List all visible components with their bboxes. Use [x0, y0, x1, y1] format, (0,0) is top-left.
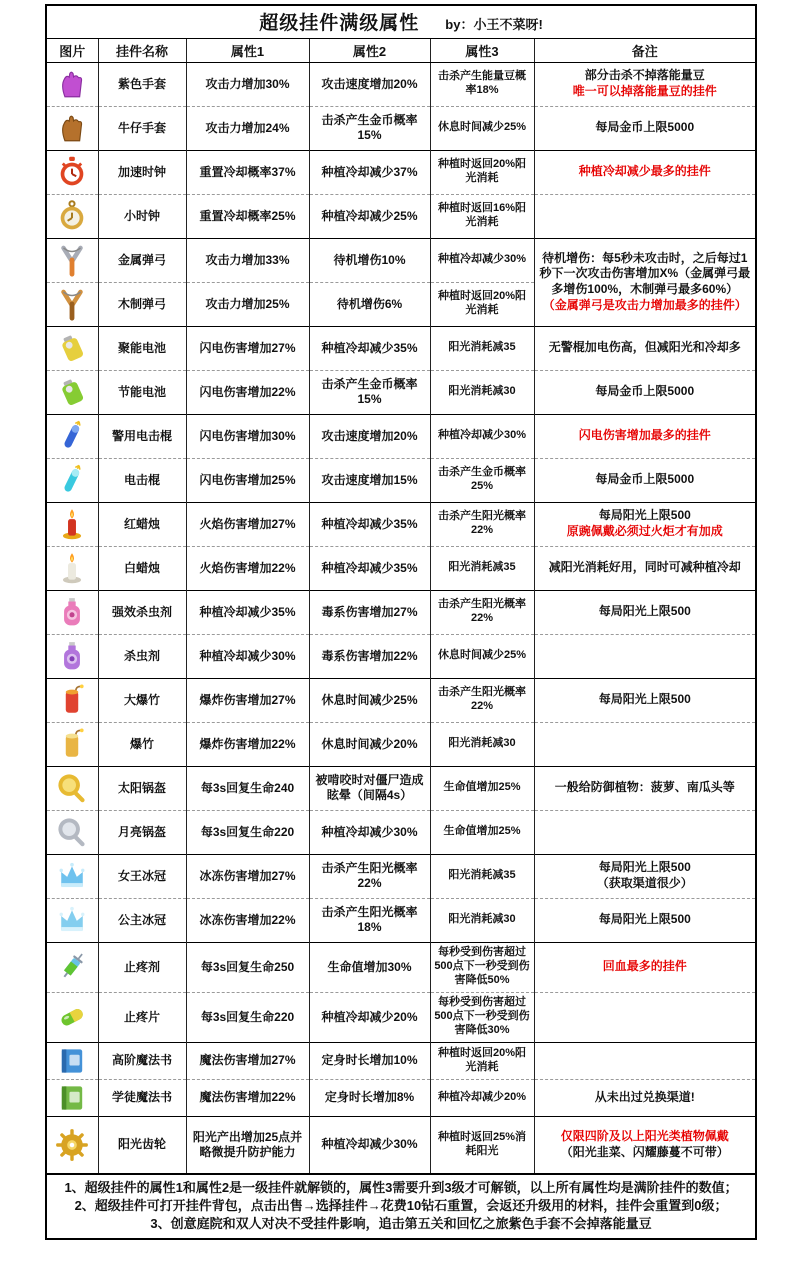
pendant-name: 聚能电池	[98, 326, 186, 370]
pendant-name: 大爆竹	[98, 678, 186, 722]
pendant-row	[46, 546, 756, 590]
glove-icon	[48, 67, 97, 101]
author-byline: by：小王不菜呀!	[445, 17, 543, 33]
pendant-row	[46, 150, 756, 194]
attr1-value: 攻击力增加25%	[186, 282, 309, 326]
remark-cell	[534, 992, 756, 1042]
pendant-name: 学徒魔法书	[98, 1079, 186, 1116]
attr2-value: 种植冷却减少35%	[309, 546, 430, 590]
remark-text: 每局阳光上限500	[598, 912, 691, 927]
footnotes-row	[46, 1174, 756, 1239]
remark-cell	[534, 810, 756, 854]
remark-text: 每局阳光上限500	[598, 604, 691, 619]
column-header-image: 图片	[46, 38, 98, 62]
attr2-value: 击杀产生金币概率15%	[309, 370, 430, 414]
attr3-value: 击杀产生阳光概率22%	[430, 502, 534, 546]
candle-icon	[48, 507, 97, 541]
book-icon	[48, 1081, 97, 1115]
remark-highlight-text: 仅限四阶及以上阳光类植物佩戴	[560, 1129, 729, 1144]
pan-icon	[48, 815, 97, 849]
remark-text: 每局阳光上限500	[598, 508, 691, 523]
attr1-value: 种植冷却减少35%	[186, 590, 309, 634]
pan-icon	[48, 771, 97, 805]
remark-cell	[534, 194, 756, 238]
pendant-row	[46, 326, 756, 370]
pendant-image-cell	[46, 458, 98, 502]
remark-highlight-text: 闪电伤害增加最多的挂件	[578, 428, 711, 443]
pendant-row	[46, 854, 756, 898]
pendant-row	[46, 942, 756, 992]
attr3-value: 休息时间减少25%	[430, 634, 534, 678]
attr3-value: 休息时间减少25%	[430, 106, 534, 150]
attr1-value: 冰冻伤害增加27%	[186, 854, 309, 898]
remark-highlight-text: （金属弹弓是攻击力增加最多的挂件）	[542, 297, 747, 312]
column-header-remark: 备注	[534, 38, 756, 62]
attr2-value: 击杀产生阳光概率22%	[309, 854, 430, 898]
attr2-value: 定身时长增加8%	[309, 1079, 430, 1116]
pendant-image-cell	[46, 766, 98, 810]
attr3-value: 阳光消耗减30	[430, 898, 534, 942]
attr3-value: 生命值增加25%	[430, 810, 534, 854]
pendant-image-cell	[46, 1042, 98, 1079]
attr3-value: 阳光消耗减35	[430, 326, 534, 370]
footnote-2: 2、超级挂件可打开挂件背包，点击出售→选择挂件→花费10钻石重置，会返还升级用的材料，挂件会重置到0级；	[74, 1198, 728, 1214]
remark-text: 每局金币上限5000	[595, 472, 695, 487]
attr3-value: 种植冷却减少20%	[430, 1079, 534, 1116]
pendant-row	[46, 414, 756, 458]
attr1-value: 攻击力增加33%	[186, 238, 309, 282]
pendant-image-cell	[46, 150, 98, 194]
crown-icon	[48, 859, 97, 893]
column-header-attr3: 属性3	[430, 38, 534, 62]
battery-icon	[48, 331, 97, 365]
pendant-image-cell	[46, 1079, 98, 1116]
pendant-name: 月亮锅盔	[98, 810, 186, 854]
pendant-row	[46, 458, 756, 502]
attr2-value: 生命值增加30%	[309, 942, 430, 992]
attr1-value: 魔法伤害增加22%	[186, 1079, 309, 1116]
attr3-value: 阳光消耗减35	[430, 854, 534, 898]
pendant-name: 爆竹	[98, 722, 186, 766]
pendant-attribute-sheet	[45, 4, 755, 1240]
syringe-icon	[48, 950, 97, 984]
attr3-value: 种植时返回20%阳光消耗	[430, 150, 534, 194]
remark-cell	[534, 546, 756, 590]
glove-icon	[48, 111, 97, 145]
pendant-row	[46, 194, 756, 238]
pendant-row	[46, 722, 756, 766]
title-row	[46, 5, 756, 38]
remark-cell	[534, 634, 756, 678]
pendant-image-cell	[46, 942, 98, 992]
attr3-value: 种植冷却减少30%	[430, 414, 534, 458]
attr1-value: 闪电伤害增加22%	[186, 370, 309, 414]
pendant-image-cell	[46, 634, 98, 678]
bottle-icon	[48, 595, 97, 629]
pendant-image-cell	[46, 854, 98, 898]
pendant-row	[46, 238, 756, 282]
remark-highlight-text: 唯一可以掉落能量豆的挂件	[572, 84, 717, 98]
pendant-image-cell	[46, 590, 98, 634]
attr1-value: 闪电伤害增加27%	[186, 326, 309, 370]
remark-cell	[534, 766, 756, 810]
pendant-name: 节能电池	[98, 370, 186, 414]
remark-highlight-text: 回血最多的挂件	[602, 959, 687, 974]
attr1-value: 攻击力增加30%	[186, 62, 309, 106]
remark-cell	[534, 1042, 756, 1079]
pendant-name: 警用电击棍	[98, 414, 186, 458]
attr2-value: 攻击速度增加20%	[309, 414, 430, 458]
pendant-name: 高阶魔法书	[98, 1042, 186, 1079]
firecracker-icon	[48, 683, 97, 717]
pendant-name: 金属弹弓	[98, 238, 186, 282]
pendant-row	[46, 678, 756, 722]
column-header-name: 挂件名称	[98, 38, 186, 62]
pendant-row	[46, 634, 756, 678]
attr1-value: 魔法伤害增加27%	[186, 1042, 309, 1079]
remark-highlight-text: 种植冷却减少最多的挂件	[578, 164, 711, 179]
pendant-image-cell	[46, 282, 98, 326]
remark-cell	[534, 942, 756, 992]
pendant-name: 公主冰冠	[98, 898, 186, 942]
stopwatch-icon	[48, 155, 97, 189]
book-icon	[48, 1044, 97, 1078]
attr2-value: 击杀产生金币概率15%	[309, 106, 430, 150]
crown-icon	[48, 903, 97, 937]
attr3-value: 击杀产生金币概率25%	[430, 458, 534, 502]
attr1-value: 攻击力增加24%	[186, 106, 309, 150]
remark-cell	[534, 414, 756, 458]
pendant-image-cell	[46, 678, 98, 722]
attr1-value: 火焰伤害增加22%	[186, 546, 309, 590]
attr2-value: 击杀产生阳光概率18%	[309, 898, 430, 942]
pendant-name: 加速时钟	[98, 150, 186, 194]
remark-text: （获取渠道很少）	[596, 876, 693, 890]
pendant-row	[46, 766, 756, 810]
attr3-value: 种植冷却减少30%	[430, 238, 534, 282]
remark-text: 从未出过兑换渠道!	[594, 1089, 695, 1104]
attr1-value: 种植冷却减少30%	[186, 634, 309, 678]
attr3-value: 种植时返回20%阳光消耗	[430, 282, 534, 326]
attr1-value: 每3s回复生命250	[186, 942, 309, 992]
attr1-value: 每3s回复生命220	[186, 992, 309, 1042]
remark-text: 减阳光消耗好用，同时可减种植冷却	[548, 560, 741, 575]
remark-cell	[534, 898, 756, 942]
pendant-image-cell	[46, 414, 98, 458]
remark-text: 一般给防御植物：菠萝、南瓜头等	[554, 780, 735, 795]
remark-text: 每局阳光上限500	[598, 860, 691, 875]
pendant-name: 紫色手套	[98, 62, 186, 106]
pendant-name: 强效杀虫剂	[98, 590, 186, 634]
pendant-row	[46, 898, 756, 942]
pendant-name: 阳光齿轮	[98, 1116, 186, 1174]
attr3-value: 种植时返回25%消耗阳光	[430, 1116, 534, 1174]
remark-cell	[534, 854, 756, 898]
pendant-name: 木制弹弓	[98, 282, 186, 326]
pendant-name: 白蜡烛	[98, 546, 186, 590]
remark-cell	[534, 106, 756, 150]
pendant-row	[46, 502, 756, 546]
pendant-row	[46, 992, 756, 1042]
attr1-value: 火焰伤害增加27%	[186, 502, 309, 546]
pendant-row	[46, 1079, 756, 1116]
remark-text: 部分击杀不掉落能量豆	[584, 68, 705, 83]
attr3-value: 种植时返回16%阳光消耗	[430, 194, 534, 238]
page-title: 超级挂件满级属性	[259, 13, 420, 35]
pendant-row	[46, 62, 756, 106]
attr2-value: 毒系伤害增加22%	[309, 634, 430, 678]
pendant-name: 红蜡烛	[98, 502, 186, 546]
attr1-value: 重置冷却概率25%	[186, 194, 309, 238]
pendant-image-cell	[46, 106, 98, 150]
remark-cell	[534, 326, 756, 370]
footnote-3: 3、创意庭院和双人对决不受挂件影响，追击第五关和回忆之旅紫色手套不会掉落能量豆	[150, 1216, 652, 1232]
pendant-name: 止疼剂	[98, 942, 186, 992]
footnote-1: 1、超级挂件的属性1和属性2是一级挂件就解锁的，属性3需要升到3级才可解锁，以上所有属性均是满阶挂件的数值；	[64, 1180, 738, 1195]
attr2-value: 攻击速度增加20%	[309, 62, 430, 106]
remark-cell	[534, 678, 756, 722]
pendant-image-cell	[46, 62, 98, 106]
attr2-value: 种植冷却减少30%	[309, 810, 430, 854]
pill-icon	[48, 1000, 97, 1034]
battery-icon	[48, 375, 97, 409]
attr1-value: 冰冻伤害增加22%	[186, 898, 309, 942]
attr2-value: 种植冷却减少30%	[309, 1116, 430, 1174]
attr2-value: 种植冷却减少35%	[309, 326, 430, 370]
remark-cell	[534, 458, 756, 502]
column-header-attr1: 属性1	[186, 38, 309, 62]
pendant-row	[46, 810, 756, 854]
slingshot-icon	[48, 287, 97, 321]
attr3-value: 每秒受到伤害超过500点下一秒受到伤害降低50%	[430, 942, 534, 992]
attr3-value: 击杀产生阳光概率22%	[430, 590, 534, 634]
attr3-value: 击杀产生能量豆概率18%	[430, 62, 534, 106]
attr2-value: 攻击速度增加15%	[309, 458, 430, 502]
attr3-value: 阳光消耗减30	[430, 722, 534, 766]
remark-cell	[534, 502, 756, 546]
attr2-value: 种植冷却减少25%	[309, 194, 430, 238]
pendant-image-cell	[46, 546, 98, 590]
attr2-value: 被啃咬时对僵尸造成眩晕（间隔4s）	[309, 766, 430, 810]
pendant-row	[46, 370, 756, 414]
attr3-value: 击杀产生阳光概率22%	[430, 678, 534, 722]
remark-text: 无警棍加电伤高，但减阳光和冷却多	[548, 340, 741, 355]
remark-cell	[534, 1116, 756, 1174]
pendant-table	[45, 4, 757, 1240]
attr3-value: 阳光消耗减35	[430, 546, 534, 590]
pendant-image-cell	[46, 194, 98, 238]
remark-highlight-text: 原豌佩戴必须过火炬才有加成	[566, 524, 723, 538]
baton-icon	[48, 419, 97, 453]
firecracker-icon	[48, 727, 97, 761]
pendant-row	[46, 590, 756, 634]
attr2-value: 休息时间减少25%	[309, 678, 430, 722]
column-header-row	[46, 38, 756, 62]
remark-text: 每局金币上限5000	[595, 384, 695, 399]
pendant-image-cell	[46, 326, 98, 370]
remark-cell	[534, 150, 756, 194]
attr2-value: 休息时间减少20%	[309, 722, 430, 766]
attr2-value: 待机增伤6%	[309, 282, 430, 326]
attr1-value: 闪电伤害增加30%	[186, 414, 309, 458]
attr3-value: 生命值增加25%	[430, 766, 534, 810]
attr1-value: 重置冷却概率37%	[186, 150, 309, 194]
pendant-name: 女王冰冠	[98, 854, 186, 898]
candle-icon	[48, 551, 97, 585]
pendant-image-cell	[46, 722, 98, 766]
remark-cell	[534, 1079, 756, 1116]
attr2-value: 定身时长增加10%	[309, 1042, 430, 1079]
pendant-image-cell	[46, 1116, 98, 1174]
pendant-name: 止疼片	[98, 992, 186, 1042]
pendant-name: 太阳锅盔	[98, 766, 186, 810]
attr1-value: 每3s回复生命240	[186, 766, 309, 810]
attr1-value: 闪电伤害增加25%	[186, 458, 309, 502]
remark-text: （阳光韭菜、闪耀藤蔓不可带）	[560, 1144, 729, 1159]
remark-cell	[534, 62, 756, 106]
pendant-row	[46, 106, 756, 150]
attr1-value: 阳光产出增加25点并略微提升防护能力	[186, 1116, 309, 1174]
pendant-row	[46, 1116, 756, 1174]
attr2-value: 种植冷却减少37%	[309, 150, 430, 194]
pendant-name: 小时钟	[98, 194, 186, 238]
attr3-value: 阳光消耗减30	[430, 370, 534, 414]
attr2-value: 种植冷却减少20%	[309, 992, 430, 1042]
slingshot-icon	[48, 243, 97, 277]
remark-cell	[534, 722, 756, 766]
pendant-image-cell	[46, 992, 98, 1042]
attr3-value: 种植时返回20%阳光消耗	[430, 1042, 534, 1079]
remark-cell	[534, 370, 756, 414]
remark-text: 每局金币上限5000	[595, 120, 695, 135]
gear-icon	[48, 1128, 97, 1162]
pendant-name: 牛仔手套	[98, 106, 186, 150]
pendant-image-cell	[46, 898, 98, 942]
pendant-row	[46, 1042, 756, 1079]
attr3-value: 每秒受到伤害超过500点下一秒受到伤害降低30%	[430, 992, 534, 1042]
attr2-value: 毒系伤害增加27%	[309, 590, 430, 634]
attr1-value: 爆炸伤害增加27%	[186, 678, 309, 722]
attr1-value: 爆炸伤害增加22%	[186, 722, 309, 766]
bottle-icon	[48, 639, 97, 673]
pendant-image-cell	[46, 810, 98, 854]
pocketwatch-icon	[48, 199, 97, 233]
pendant-image-cell	[46, 238, 98, 282]
remark-cell	[534, 590, 756, 634]
attr2-value: 待机增伤10%	[309, 238, 430, 282]
remark-text: 每局阳光上限500	[598, 692, 691, 707]
remark-cell	[534, 238, 756, 326]
remark-text: 待机增伤：每5秒未攻击时，之后每过1秒下一次攻击伤害增加X%（金属弹弓最多增伤100%，木制弹弓最多60%）	[539, 250, 751, 296]
pendant-image-cell	[46, 502, 98, 546]
baton-icon	[48, 463, 97, 497]
column-header-attr2: 属性2	[309, 38, 430, 62]
pendant-image-cell	[46, 370, 98, 414]
pendant-name: 电击棍	[98, 458, 186, 502]
pendant-name: 杀虫剂	[98, 634, 186, 678]
attr1-value: 每3s回复生命220	[186, 810, 309, 854]
attr2-value: 种植冷却减少35%	[309, 502, 430, 546]
